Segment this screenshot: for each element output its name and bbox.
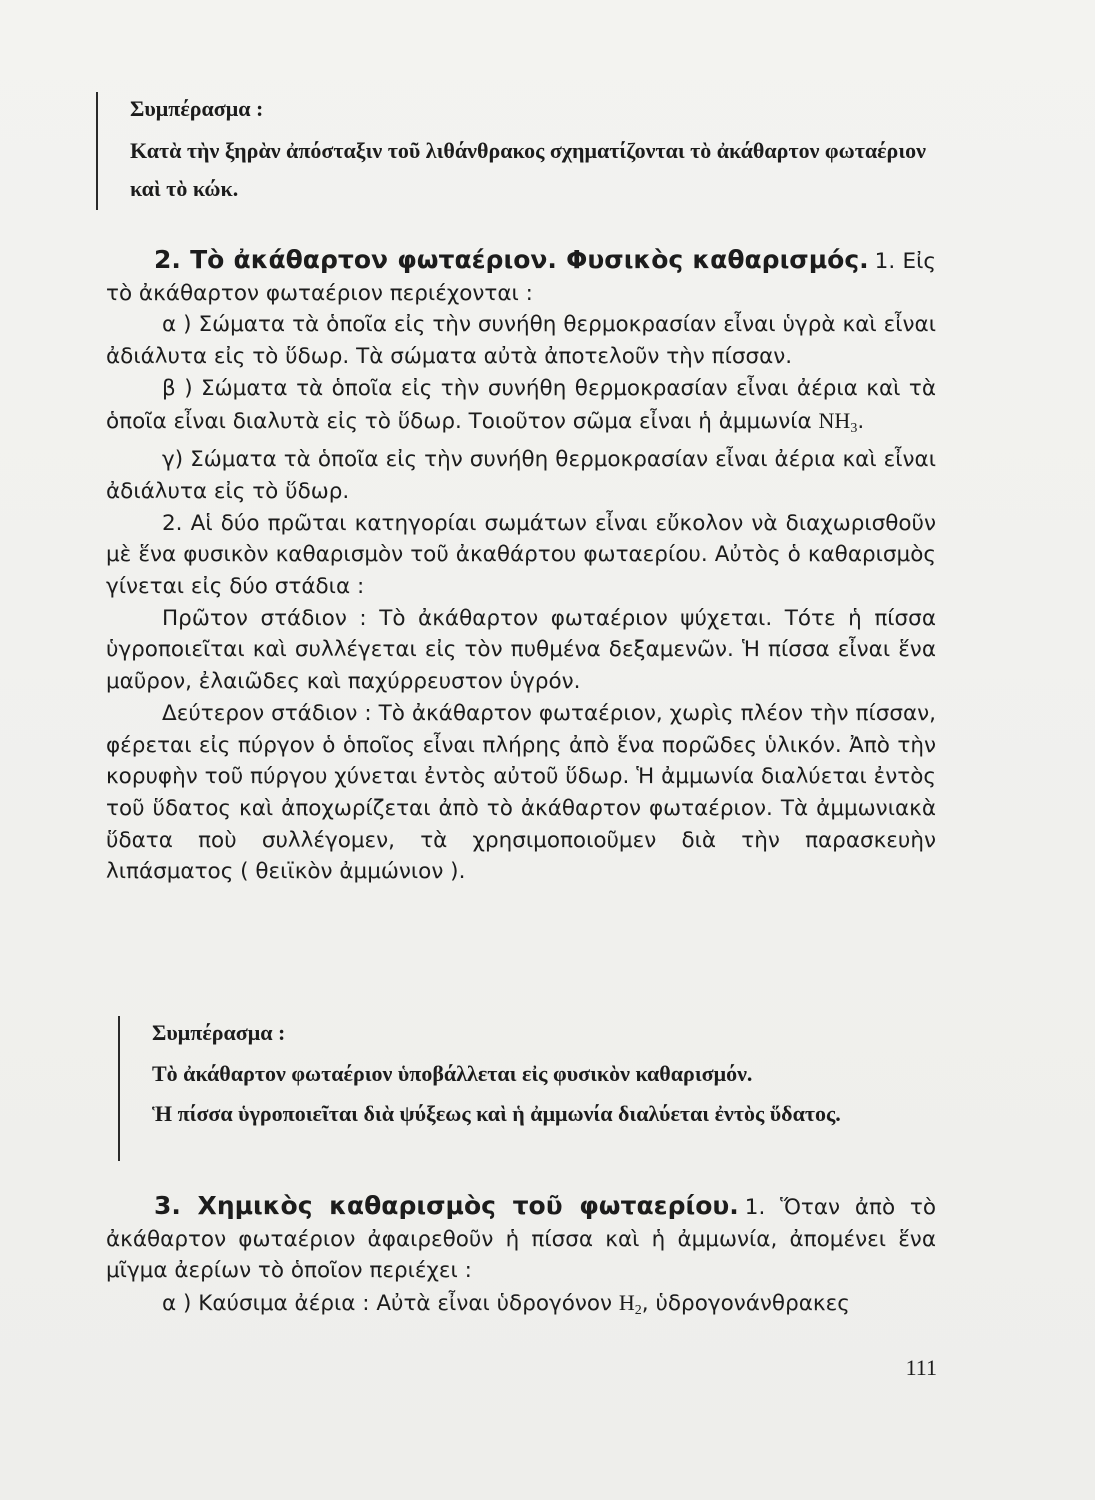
stage-2: Δεύτερον στάδιον : Τὸ ἀκάθαρτον φωταέριον, χωρὶς πλέον τὴν πίσσαν, φέρεται εἰς πύργον ὁ ὁποῖος εἶναι πλήρης ἀπὸ ἕνα πορῶδες ὑλικόν. Ἀπὸ τὴν κορυφὴν τοῦ πύργου χύνεται ἐντὸς αὐτοῦ ὕδωρ. Ἡ ἀμμωνία διαλύεται ἐντὸς τοῦ ὕδατος καὶ ἀποχωρίζεται ἀπὸ τὸ ἀκάθαρτον φωταέριον. Τὰ ἀμμωνιακὰ ὕδατα ποὺ συλλέγομεν, τὰ χρησιμοποιοῦμεν διὰ τὴν παρασκευὴν λιπάσματος ( θειϊκὸν ἀμμώνιον ). xyxy=(106,700,936,885)
conclusion-title: Συμπέρασμα : xyxy=(130,96,264,121)
conclusion-box-1 xyxy=(96,92,960,210)
paragraph-2: 2. Αἱ δύο πρῶται κατηγορίαι σωμάτων εἶναι εὔκολον νὰ διαχωρισθοῦν μὲ ἕνα φυσικὸν καθαρισμὸν τοῦ ἀκαθάρτου φωταερίου. Αὐτὸς ὁ καθαρισμὸς γίνεται εἰς δύο στάδια : xyxy=(106,510,936,600)
conclusion-box-2 xyxy=(118,1016,972,1161)
item-b-text: β ) Σώματα τὰ ὁποῖα εἰς τὴν συνήθη θερμοκρασίαν εἶναι ἀέρια καὶ τὰ ὁποῖα εἶναι διαλυτὰ εἰς τὸ ὕδωρ. Τοιοῦτον σῶμα εἶναι ἡ ἀμμωνία xyxy=(106,375,936,434)
section-2 xyxy=(106,244,936,888)
section-3-lead-paragraph xyxy=(106,1190,936,1287)
item-b: β ) Σώματα τὰ ὁποῖα εἰς τὴν συνήθη θερμοκρασίαν εἶναι ἀέρια καὶ τὰ ὁποῖα εἶναι διαλυτὰ εἰς τὸ ὕδωρ. Τοιοῦτον σῶμα εἶναι ἡ ἀμμωνία $NH_3$. xyxy=(106,375,936,436)
ammonia-formula: $NH_3$ xyxy=(818,407,858,436)
conclusion-text: Κατὰ τὴν ξηρὰν ἀπόσταξιν τοῦ λιθάνθρακος σχηματίζονται τὸ ἀκάθαρτον φωταέριον καὶ τὸ κώκ. xyxy=(130,138,926,201)
section-2-heading: 2. Τὸ ἀκάθαρτον φωταέριον. Φυσικὸς καθαρισμός. xyxy=(154,245,869,274)
section-3-heading: 3. Χημικὸς καθαρισμὸς τοῦ φωταερίου. xyxy=(154,1191,739,1220)
item-c: γ) Σώματα τὰ ὁποῖα εἰς τὴν συνήθη θερμοκρασίαν εἶναι ἀέρια καὶ εἶναι ἀδιάλυτα εἰς τὸ ὕδωρ. xyxy=(106,447,936,504)
item-a: α ) Καύσιμα ἀέρια : Αὐτὰ εἶναι ὑδρογόνον $H_2$, ὑδρογονάνθρακες xyxy=(162,1290,850,1319)
section-3-lead: 1. Ὅταν ἀπὸ τὸ ἀκάθαρτον φωταέριον ἀφαιρεθοῦν ἡ πίσσα καὶ ἡ ἀμμωνία, ἀπομένει ἕνα μῖγμα ἀερίων τὸ ὁποῖον περιέχει : xyxy=(106,1195,936,1284)
conclusion-title: Συμπέρασμα : xyxy=(152,1020,286,1045)
stage-1: Πρῶτον στάδιον : Τὸ ἀκάθαρτον φωταέριον ψύχεται. Τότε ἡ πίσσα ὑγροποιεῖται καὶ συλλέγεται εἰς τὸν πυθμένα δεξαμενῶν. Ἡ πίσσα εἶναι ἕνα μαῦρον, ἐλαιῶδες καὶ παχύρρευστον ὑγρόν. xyxy=(106,605,936,695)
page-number: 111 xyxy=(905,1355,937,1380)
conclusion-line: Τὸ ἀκάθαρτον φωταέριον ὑποβάλλεται εἰς φυσικὸν καθαρισμόν. Ἡ πίσσα ὑγροποιεῖται διὰ ψύξεως καὶ ἡ ἀμμωνία διαλύεται ἐντὸς ὕδατος. xyxy=(152,1061,841,1126)
section-3 xyxy=(106,1190,936,1327)
section-2-lead-paragraph xyxy=(106,244,936,309)
section-2-lead: 1. Εἰς τὸ ἀκάθαρτον φωταέριον περιέχονται : xyxy=(106,249,936,306)
item-a: α ) Σώματα τὰ ὁποῖα εἰς τὴν συνήθη θερμοκρασίαν εἶναι ὑγρὰ καὶ εἶναι ἀδιάλυτα εἰς τὸ ὕδωρ. Τὰ σώματα αὐτὰ ἀποτελοῦν τὴν πίσσαν. xyxy=(106,312,936,370)
hydrogen-formula: $H_2$ xyxy=(618,1290,642,1319)
